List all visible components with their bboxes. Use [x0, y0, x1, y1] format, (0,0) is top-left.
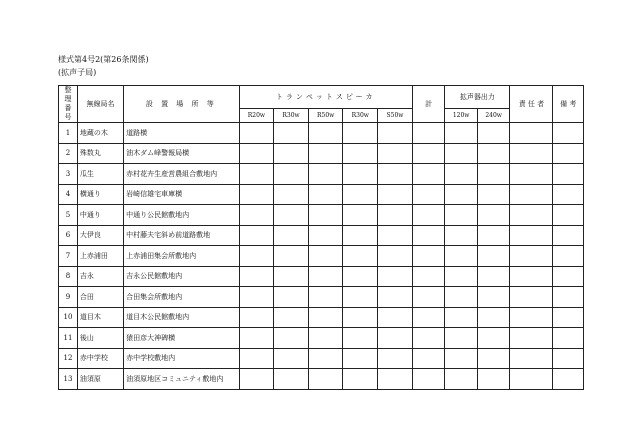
empty-cell — [308, 369, 343, 390]
row-station-name: 中通り — [77, 205, 123, 226]
header-total: 計 — [412, 86, 445, 123]
empty-cell — [412, 184, 445, 205]
empty-cell — [308, 328, 343, 349]
row-station-name: 油須原 — [77, 369, 123, 390]
row-location: 赤中学校敷地内 — [124, 348, 239, 369]
table-row — [59, 328, 584, 349]
empty-cell — [477, 184, 510, 205]
empty-cell — [510, 143, 553, 164]
empty-cell — [378, 287, 413, 308]
row-location: 赤村花卉生産営農組合敷地内 — [124, 164, 239, 185]
row-station-name: 後山 — [77, 328, 123, 349]
row-location: 岩崎信雄宅車庫横 — [124, 184, 239, 205]
empty-cell — [412, 164, 445, 185]
empty-cell — [412, 143, 445, 164]
empty-cell — [239, 266, 274, 287]
empty-cell — [477, 307, 510, 328]
empty-cell — [308, 164, 343, 185]
empty-cell — [553, 328, 584, 349]
empty-cell — [553, 246, 584, 267]
empty-cell — [343, 184, 378, 205]
empty-cell — [510, 348, 553, 369]
row-station-name: 瓜生 — [77, 164, 123, 185]
empty-cell — [308, 123, 343, 144]
table-row — [59, 307, 584, 328]
empty-cell — [445, 225, 478, 246]
empty-cell — [477, 348, 510, 369]
header-r20w: R20w — [239, 109, 274, 123]
empty-cell — [510, 369, 553, 390]
empty-cell — [445, 307, 478, 328]
empty-cell — [343, 123, 378, 144]
header-row — [59, 86, 584, 109]
empty-cell — [510, 246, 553, 267]
empty-cell — [412, 348, 445, 369]
empty-cell — [553, 266, 584, 287]
empty-cell — [477, 328, 510, 349]
empty-cell — [510, 225, 553, 246]
empty-cell — [343, 328, 378, 349]
row-station-name: 道目木 — [77, 307, 123, 328]
row-number: 7 — [59, 246, 78, 267]
row-location: 吉永公民館敷地内 — [124, 266, 239, 287]
row-station-name: 合田 — [77, 287, 123, 308]
empty-cell — [274, 266, 309, 287]
row-location: 油木ダム峰警報局横 — [124, 143, 239, 164]
empty-cell — [477, 143, 510, 164]
empty-cell — [510, 328, 553, 349]
empty-cell — [553, 123, 584, 144]
empty-cell — [239, 246, 274, 267]
empty-cell — [477, 205, 510, 226]
empty-cell — [510, 287, 553, 308]
form-title: 様式第4号2(第26条関係) — [58, 55, 149, 64]
empty-cell — [274, 205, 309, 226]
empty-cell — [343, 287, 378, 308]
header-r30w-2: R30w — [343, 109, 378, 123]
empty-cell — [343, 164, 378, 185]
row-number: 1 — [59, 123, 78, 144]
empty-cell — [378, 164, 413, 185]
empty-cell — [412, 307, 445, 328]
row-station-name: 殊数丸 — [77, 143, 123, 164]
empty-cell — [239, 307, 274, 328]
empty-cell — [239, 123, 274, 144]
empty-cell — [553, 287, 584, 308]
empty-cell — [378, 348, 413, 369]
table-row — [59, 348, 584, 369]
row-location: 油須原地区コミュニティ敷地内 — [124, 369, 239, 390]
empty-cell — [308, 184, 343, 205]
row-number: 2 — [59, 143, 78, 164]
empty-cell — [510, 205, 553, 226]
row-location: 中通り公民館敷地内 — [124, 205, 239, 226]
empty-cell — [378, 143, 413, 164]
empty-cell — [445, 287, 478, 308]
row-location: 中村藤夫宅斜め前道路敷地 — [124, 225, 239, 246]
empty-cell — [239, 143, 274, 164]
empty-cell — [477, 164, 510, 185]
empty-cell — [343, 143, 378, 164]
header-location: 設 置 場 所 等 — [124, 86, 239, 123]
table-row — [59, 123, 584, 144]
empty-cell — [445, 369, 478, 390]
empty-cell — [553, 307, 584, 328]
empty-cell — [274, 123, 309, 144]
empty-cell — [239, 328, 274, 349]
empty-cell — [343, 266, 378, 287]
row-station-name: 地蔵の木 — [77, 123, 123, 144]
row-number: 13 — [59, 369, 78, 390]
row-number: 12 — [59, 348, 78, 369]
empty-cell — [553, 205, 584, 226]
empty-cell — [412, 369, 445, 390]
row-location: 道路横 — [124, 123, 239, 144]
row-number: 6 — [59, 225, 78, 246]
empty-cell — [274, 328, 309, 349]
empty-cell — [274, 307, 309, 328]
empty-cell — [308, 266, 343, 287]
empty-cell — [274, 246, 309, 267]
table-row — [59, 225, 584, 246]
empty-cell — [239, 225, 274, 246]
empty-cell — [308, 348, 343, 369]
table-body — [59, 123, 584, 390]
empty-cell — [553, 184, 584, 205]
empty-cell — [445, 123, 478, 144]
empty-cell — [308, 307, 343, 328]
row-location: 合田集会所敷地内 — [124, 287, 239, 308]
row-number: 9 — [59, 287, 78, 308]
empty-cell — [477, 246, 510, 267]
empty-cell — [274, 164, 309, 185]
row-location: 上赤浦田集会所敷地内 — [124, 246, 239, 267]
empty-cell — [445, 184, 478, 205]
header-station-name: 無線局名 — [77, 86, 123, 123]
row-station-name: 大伊良 — [77, 225, 123, 246]
empty-cell — [308, 287, 343, 308]
empty-cell — [378, 205, 413, 226]
table-row — [59, 184, 584, 205]
empty-cell — [378, 369, 413, 390]
empty-cell — [239, 164, 274, 185]
empty-cell — [445, 266, 478, 287]
empty-cell — [343, 246, 378, 267]
empty-cell — [343, 307, 378, 328]
empty-cell — [239, 369, 274, 390]
empty-cell — [412, 246, 445, 267]
empty-cell — [510, 307, 553, 328]
empty-cell — [378, 246, 413, 267]
empty-cell — [412, 225, 445, 246]
empty-cell — [274, 184, 309, 205]
empty-cell — [553, 369, 584, 390]
empty-cell — [378, 266, 413, 287]
empty-cell — [477, 123, 510, 144]
empty-cell — [343, 369, 378, 390]
empty-cell — [239, 348, 274, 369]
empty-cell — [445, 348, 478, 369]
empty-cell — [510, 164, 553, 185]
empty-cell — [308, 246, 343, 267]
empty-cell — [308, 225, 343, 246]
empty-cell — [445, 328, 478, 349]
header-seiri-bango: 整理番号 — [59, 86, 78, 123]
empty-cell — [553, 225, 584, 246]
empty-cell — [553, 348, 584, 369]
empty-cell — [378, 307, 413, 328]
table-row — [59, 369, 584, 390]
empty-cell — [412, 266, 445, 287]
empty-cell — [239, 205, 274, 226]
empty-cell — [412, 287, 445, 308]
empty-cell — [477, 266, 510, 287]
empty-cell — [274, 348, 309, 369]
row-station-name: 吉永 — [77, 266, 123, 287]
empty-cell — [274, 143, 309, 164]
empty-cell — [308, 205, 343, 226]
form-subtitle: (拡声子局) — [58, 68, 97, 77]
empty-cell — [378, 184, 413, 205]
empty-cell — [343, 225, 378, 246]
empty-cell — [378, 123, 413, 144]
header-120w: 120w — [445, 109, 478, 123]
header-s50w: S50w — [378, 109, 413, 123]
table-row — [59, 266, 584, 287]
empty-cell — [445, 205, 478, 226]
table-row — [59, 164, 584, 185]
empty-cell — [274, 287, 309, 308]
row-station-name: 赤中学校 — [77, 348, 123, 369]
empty-cell — [510, 184, 553, 205]
empty-cell — [274, 369, 309, 390]
empty-cell — [239, 184, 274, 205]
empty-cell — [378, 328, 413, 349]
row-number: 11 — [59, 328, 78, 349]
empty-cell — [412, 123, 445, 144]
row-number: 3 — [59, 164, 78, 185]
empty-cell — [510, 266, 553, 287]
empty-cell — [239, 287, 274, 308]
row-location: 道目木公民館敷地内 — [124, 307, 239, 328]
header-amp-output: 拡声器出力 — [445, 86, 510, 109]
empty-cell — [477, 225, 510, 246]
table-row — [59, 246, 584, 267]
header-trumpet-speaker: トランペットスピーカ — [239, 86, 412, 109]
row-number: 8 — [59, 266, 78, 287]
empty-cell — [477, 287, 510, 308]
empty-cell — [343, 205, 378, 226]
empty-cell — [510, 123, 553, 144]
header-responsible: 責 任 者 — [510, 86, 553, 123]
table-row — [59, 143, 584, 164]
empty-cell — [445, 164, 478, 185]
empty-cell — [412, 328, 445, 349]
row-number: 4 — [59, 184, 78, 205]
row-station-name: 上赤浦田 — [77, 246, 123, 267]
header-r30w: R30w — [274, 109, 309, 123]
empty-cell — [378, 225, 413, 246]
empty-cell — [412, 205, 445, 226]
table-row — [59, 205, 584, 226]
empty-cell — [308, 143, 343, 164]
header-240w: 240w — [477, 109, 510, 123]
empty-cell — [343, 348, 378, 369]
row-number: 5 — [59, 205, 78, 226]
empty-cell — [553, 143, 584, 164]
row-location: 猿田彦大神碑横 — [124, 328, 239, 349]
empty-cell — [553, 164, 584, 185]
header-remarks: 備 考 — [553, 86, 584, 123]
row-number: 10 — [59, 307, 78, 328]
row-station-name: 横通り — [77, 184, 123, 205]
empty-cell — [274, 225, 309, 246]
empty-cell — [445, 246, 478, 267]
header-r50w: R50w — [308, 109, 343, 123]
empty-cell — [445, 143, 478, 164]
station-table — [58, 85, 584, 390]
table-row — [59, 287, 584, 308]
empty-cell — [477, 369, 510, 390]
